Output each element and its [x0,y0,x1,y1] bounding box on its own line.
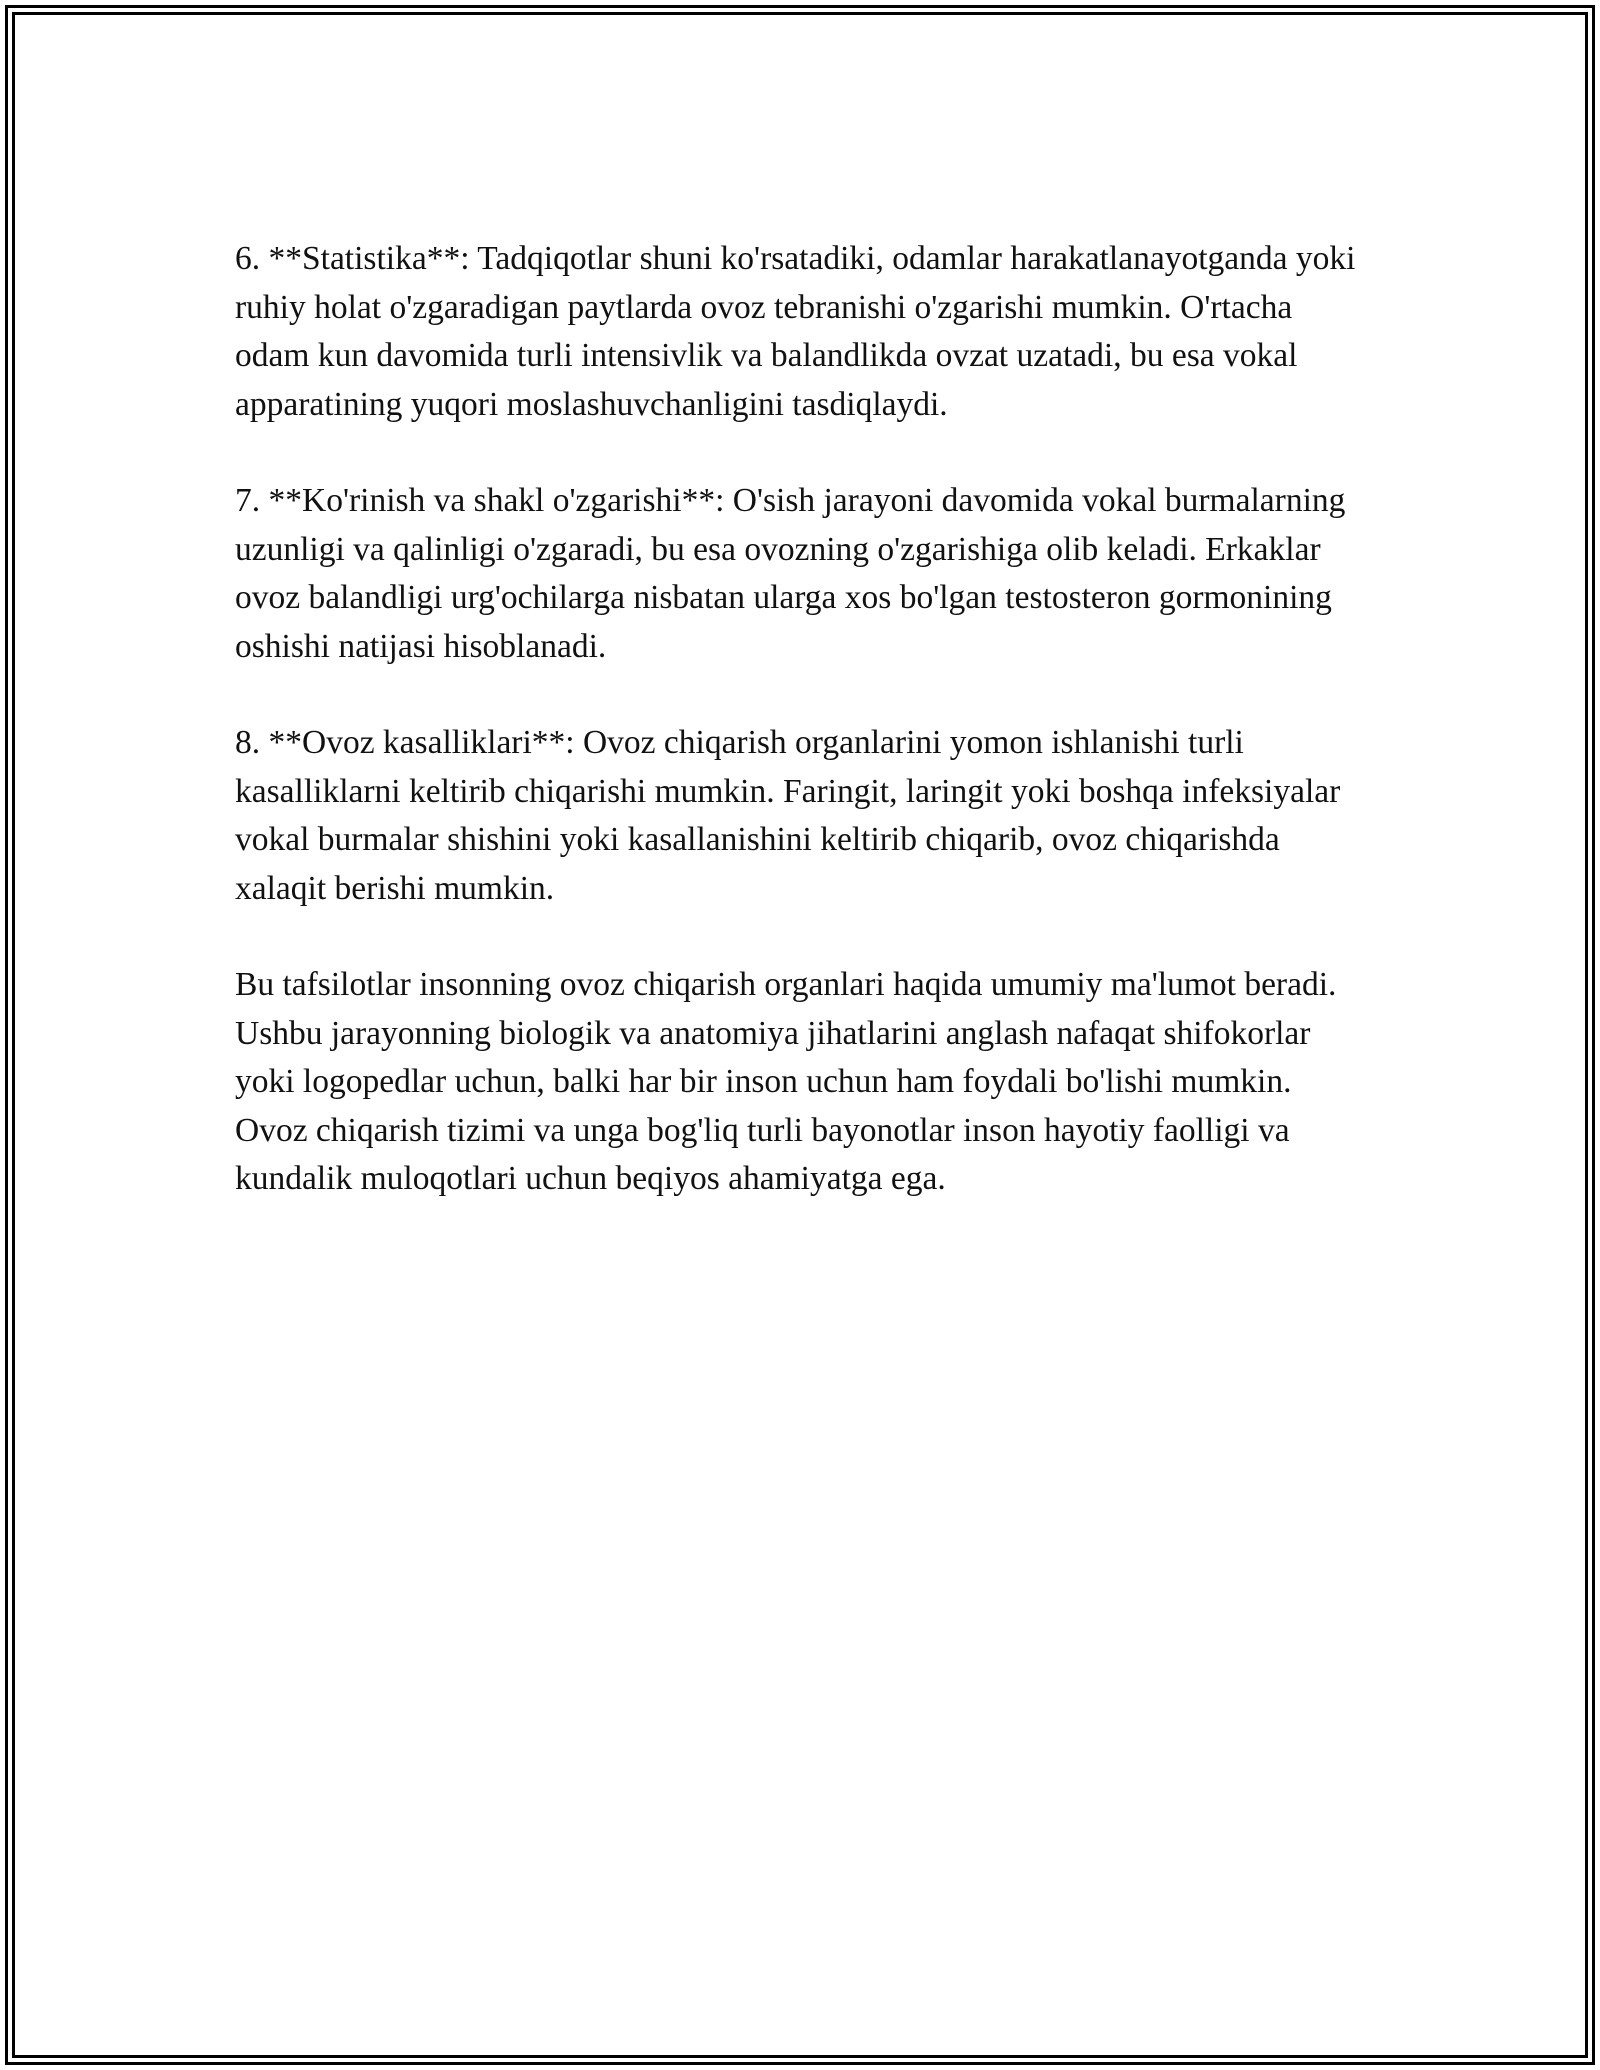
paragraph-conclusion: Bu tafsilotlar insonning ovoz chiqarish organlari haqida umumiy ma'lumot beradi. Ushbu jarayonning biologik va anatomiya jihatlarini anglash nafaqat shifokorlar yoki logopedlar uchun, balki har bir inson uchun ham foydali bo'lishi mumkin. Ovoz chiqarish tizimi va unga bog'liq turli bayonotlar inson hayotiy faolligi va kundalik muloqotlari uchun beqiyos ahamiyatga ega. [235,966,1337,1197]
paragraph-korinish-shakl: 7. **Ko'rinish va shakl o'zgarishi**: O'sish jarayoni davomida vokal burmalarning uzunligi va qalinligi o'zgaradi, bu esa ovozning o'zgarishiga olib keladi. Erkaklar ovoz balandligi urg'ochilarga nisbatan ularga xos bo'lgan testosteron gormonining oshishi natijasi hisoblanadi. [235,482,1346,665]
paragraph-ovoz-kasalliklari: 8. **Ovoz kasalliklari**: Ovoz chiqarish organlarini yomon ishlanishi turli kasalliklarni keltirib chiqarishi mumkin. Faringit, laringit yoki boshqa infeksiyalar vokal burmalar shishini yoki kasallanishini keltirib chiqarib, ovoz chiqarishda xalaqit berishi mumkin. [235,724,1341,907]
document-body [235,235,1365,1252]
paragraph-statistika: 6. **Statistika**: Tadqiqotlar shuni ko'rsatadiki, odamlar harakatlanayotganda yoki ruhiy holat o'zgaradigan paytlarda ovoz tebranishi o'zgarishi mumkin. O'rtacha odam kun davomida turli intensivlik va balandlikda ovzat uzatadi, bu esa vokal apparatining yuqori moslashuvchanligini tasdiqlaydi. [235,240,1356,423]
